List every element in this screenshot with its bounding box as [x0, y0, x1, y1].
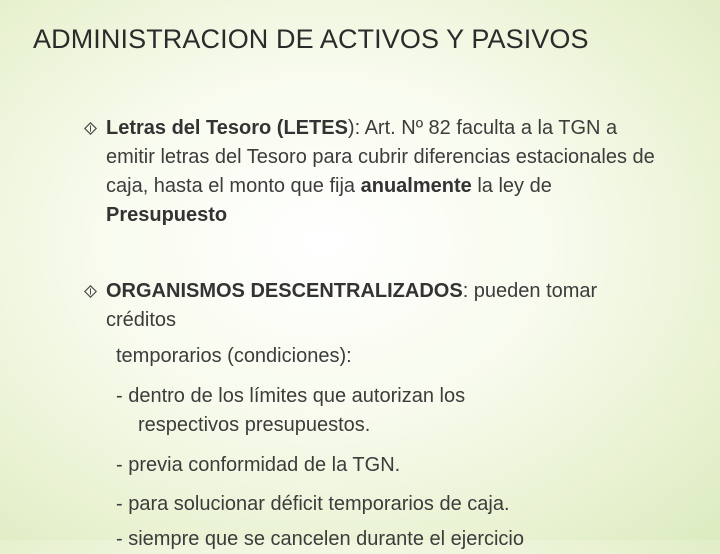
bullet-letes-lead: Letras del Tesoro (LETES	[106, 117, 348, 139]
slide-title: ADMINISTRACION DE ACTIVOS Y PASIVOS	[33, 24, 589, 54]
bullet-letes-text	[106, 114, 664, 230]
bullet-organismos-text	[106, 277, 664, 335]
diamond-bullet-icon	[84, 122, 97, 135]
sub-line-deficit: - para solucionar déficit temporarios de caja.	[116, 493, 510, 515]
bullet-organismos-lead: ORGANISMOS DESCENTRALIZADOS	[106, 280, 463, 302]
bullet-organismos-body: : pueden tomar créditos	[106, 280, 598, 331]
diamond-bullet-icon	[84, 285, 97, 298]
sub-line-ejercicio: - siempre que se cancelen durante el ejercicio	[116, 528, 524, 550]
bullet-letes	[84, 114, 664, 230]
bullet-letes-emphasis: anualmente	[360, 175, 472, 197]
bullet-letes-middle: la ley de	[471, 175, 552, 197]
sub-line-temporarios: temporarios (condiciones):	[116, 345, 352, 367]
bullet-letes-end: Presupuesto	[106, 204, 228, 226]
bullet-letes-body: ): Art. Nº 82 faculta a la TGN a emitir letras del Tesoro para cubrir diferencias estacionales de caja, hasta el monto que fija	[106, 117, 655, 197]
sub-line-conformidad: - previa conformidad de la TGN.	[116, 454, 401, 476]
sub-line-presupuestos: respectivos presupuestos.	[138, 414, 371, 436]
bullet-organismos	[84, 277, 664, 335]
sub-line-limites: - dentro de los límites que autorizan los	[116, 385, 466, 407]
